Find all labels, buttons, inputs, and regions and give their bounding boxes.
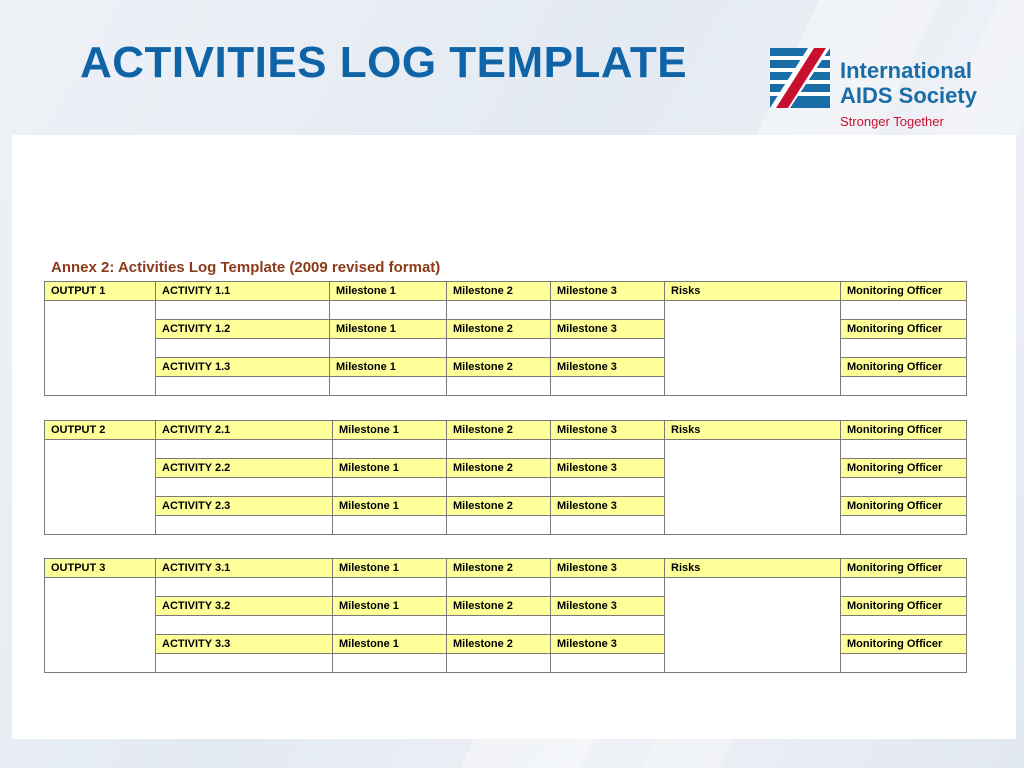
ias-logo bbox=[768, 44, 998, 134]
activity-label: ACTIVITY 1.2 bbox=[156, 320, 330, 339]
table-row bbox=[45, 282, 967, 301]
monitoring-officer-label: Monitoring Officer bbox=[841, 459, 967, 478]
milestone-3-cell[interactable] bbox=[551, 377, 665, 396]
milestone-3-label: Milestone 3 bbox=[551, 497, 665, 516]
milestone-2-cell[interactable] bbox=[447, 377, 551, 396]
milestone-1-label: Milestone 1 bbox=[333, 497, 447, 516]
milestone-1-label: Milestone 1 bbox=[330, 282, 447, 301]
milestone-2-label: Milestone 2 bbox=[447, 497, 551, 516]
monitoring-officer-cell[interactable] bbox=[841, 377, 967, 396]
monitoring-officer-cell[interactable] bbox=[841, 516, 967, 535]
milestone-2-cell[interactable] bbox=[447, 578, 551, 597]
milestone-1-cell[interactable] bbox=[330, 377, 447, 396]
milestone-1-label: Milestone 1 bbox=[333, 635, 447, 654]
risks-label: Risks bbox=[665, 559, 841, 578]
activity-label: ACTIVITY 1.3 bbox=[156, 358, 330, 377]
output-cell[interactable] bbox=[45, 578, 156, 673]
milestone-3-cell[interactable] bbox=[551, 616, 665, 635]
monitoring-officer-cell[interactable] bbox=[841, 654, 967, 673]
milestone-1-cell[interactable] bbox=[333, 478, 447, 497]
milestone-1-label: Milestone 1 bbox=[333, 597, 447, 616]
milestone-2-label: Milestone 2 bbox=[447, 597, 551, 616]
output-label: OUTPUT 2 bbox=[45, 421, 156, 440]
milestone-1-cell[interactable] bbox=[330, 301, 447, 320]
risks-cell[interactable] bbox=[665, 440, 841, 535]
activity-cell[interactable] bbox=[156, 578, 333, 597]
table-row bbox=[45, 301, 967, 320]
milestone-1-cell[interactable] bbox=[333, 440, 447, 459]
activity-label: ACTIVITY 2.3 bbox=[156, 497, 333, 516]
milestone-1-cell[interactable] bbox=[333, 654, 447, 673]
milestone-2-cell[interactable] bbox=[447, 301, 551, 320]
monitoring-officer-label: Monitoring Officer bbox=[841, 282, 967, 301]
milestone-1-label: Milestone 1 bbox=[333, 421, 447, 440]
monitoring-officer-label: Monitoring Officer bbox=[841, 597, 967, 616]
milestone-2-label: Milestone 2 bbox=[447, 635, 551, 654]
milestone-3-label: Milestone 3 bbox=[551, 559, 665, 578]
milestone-2-label: Milestone 2 bbox=[447, 421, 551, 440]
monitoring-officer-label: Monitoring Officer bbox=[841, 358, 967, 377]
activity-label: ACTIVITY 3.2 bbox=[156, 597, 333, 616]
milestone-3-label: Milestone 3 bbox=[551, 282, 665, 301]
table-row bbox=[45, 440, 967, 459]
monitoring-officer-label: Monitoring Officer bbox=[841, 320, 967, 339]
monitoring-officer-cell[interactable] bbox=[841, 440, 967, 459]
milestone-1-label: Milestone 1 bbox=[333, 559, 447, 578]
output-cell[interactable] bbox=[45, 440, 156, 535]
milestone-1-cell[interactable] bbox=[333, 578, 447, 597]
table-row bbox=[45, 421, 967, 440]
milestone-3-label: Milestone 3 bbox=[551, 320, 665, 339]
activity-cell[interactable] bbox=[156, 339, 330, 358]
monitoring-officer-label: Monitoring Officer bbox=[841, 497, 967, 516]
monitoring-officer-label: Monitoring Officer bbox=[841, 635, 967, 654]
milestone-1-label: Milestone 1 bbox=[330, 320, 447, 339]
milestone-1-label: Milestone 1 bbox=[333, 459, 447, 478]
milestone-3-cell[interactable] bbox=[551, 516, 665, 535]
output-label: OUTPUT 3 bbox=[45, 559, 156, 578]
output-cell[interactable] bbox=[45, 301, 156, 396]
activity-cell[interactable] bbox=[156, 478, 333, 497]
table-row bbox=[45, 559, 967, 578]
monitoring-officer-cell[interactable] bbox=[841, 301, 967, 320]
milestone-3-cell[interactable] bbox=[551, 654, 665, 673]
ias-logo-mark-icon bbox=[768, 46, 832, 110]
milestone-1-cell[interactable] bbox=[333, 616, 447, 635]
activity-label: ACTIVITY 3.3 bbox=[156, 635, 333, 654]
milestone-2-cell[interactable] bbox=[447, 654, 551, 673]
milestone-3-cell[interactable] bbox=[551, 301, 665, 320]
monitoring-officer-cell[interactable] bbox=[841, 578, 967, 597]
monitoring-officer-label: Monitoring Officer bbox=[841, 559, 967, 578]
activity-cell[interactable] bbox=[156, 377, 330, 396]
monitoring-officer-cell[interactable] bbox=[841, 339, 967, 358]
monitoring-officer-cell[interactable] bbox=[841, 616, 967, 635]
activity-cell[interactable] bbox=[156, 654, 333, 673]
activity-cell[interactable] bbox=[156, 616, 333, 635]
slide-title: ACTIVITIES LOG TEMPLATE bbox=[80, 38, 688, 87]
monitoring-officer-cell[interactable] bbox=[841, 478, 967, 497]
logo-tagline: Stronger Together bbox=[840, 114, 944, 129]
milestone-2-cell[interactable] bbox=[447, 516, 551, 535]
milestone-3-label: Milestone 3 bbox=[551, 358, 665, 377]
risks-cell[interactable] bbox=[665, 301, 841, 396]
milestone-3-label: Milestone 3 bbox=[551, 635, 665, 654]
monitoring-officer-label: Monitoring Officer bbox=[841, 421, 967, 440]
milestone-3-cell[interactable] bbox=[551, 578, 665, 597]
milestone-2-label: Milestone 2 bbox=[447, 358, 551, 377]
table-row bbox=[45, 578, 967, 597]
activities-log-table-output-2 bbox=[44, 420, 967, 535]
milestone-3-label: Milestone 3 bbox=[551, 597, 665, 616]
milestone-1-label: Milestone 1 bbox=[330, 358, 447, 377]
milestone-2-label: Milestone 2 bbox=[447, 459, 551, 478]
activity-label: ACTIVITY 2.2 bbox=[156, 459, 333, 478]
output-label: OUTPUT 1 bbox=[45, 282, 156, 301]
milestone-2-cell[interactable] bbox=[447, 339, 551, 358]
activities-log-table-output-3 bbox=[44, 558, 967, 673]
milestone-1-cell[interactable] bbox=[330, 339, 447, 358]
activity-label: ACTIVITY 2.1 bbox=[156, 421, 333, 440]
milestone-2-cell[interactable] bbox=[447, 440, 551, 459]
activity-cell[interactable] bbox=[156, 440, 333, 459]
activity-label: ACTIVITY 1.1 bbox=[156, 282, 330, 301]
milestone-1-cell[interactable] bbox=[333, 516, 447, 535]
milestone-3-label: Milestone 3 bbox=[551, 421, 665, 440]
risks-cell[interactable] bbox=[665, 578, 841, 673]
milestone-3-label: Milestone 3 bbox=[551, 459, 665, 478]
milestone-2-label: Milestone 2 bbox=[447, 320, 551, 339]
activity-label: ACTIVITY 3.1 bbox=[156, 559, 333, 578]
milestone-2-label: Milestone 2 bbox=[447, 559, 551, 578]
risks-label: Risks bbox=[665, 421, 841, 440]
risks-label: Risks bbox=[665, 282, 841, 301]
milestone-3-cell[interactable] bbox=[551, 339, 665, 358]
annex-title: Annex 2: Activities Log Template (2009 revised format) bbox=[51, 259, 441, 276]
milestone-3-cell[interactable] bbox=[551, 440, 665, 459]
activity-cell[interactable] bbox=[156, 516, 333, 535]
milestone-2-cell[interactable] bbox=[447, 478, 551, 497]
milestone-3-cell[interactable] bbox=[551, 478, 665, 497]
logo-text-line1: International bbox=[840, 58, 973, 83]
milestone-2-cell[interactable] bbox=[447, 616, 551, 635]
activity-cell[interactable] bbox=[156, 301, 330, 320]
activities-log-table-output-1 bbox=[44, 281, 967, 396]
milestone-2-label: Milestone 2 bbox=[447, 282, 551, 301]
logo-text-line2: AIDS Society bbox=[840, 83, 977, 108]
